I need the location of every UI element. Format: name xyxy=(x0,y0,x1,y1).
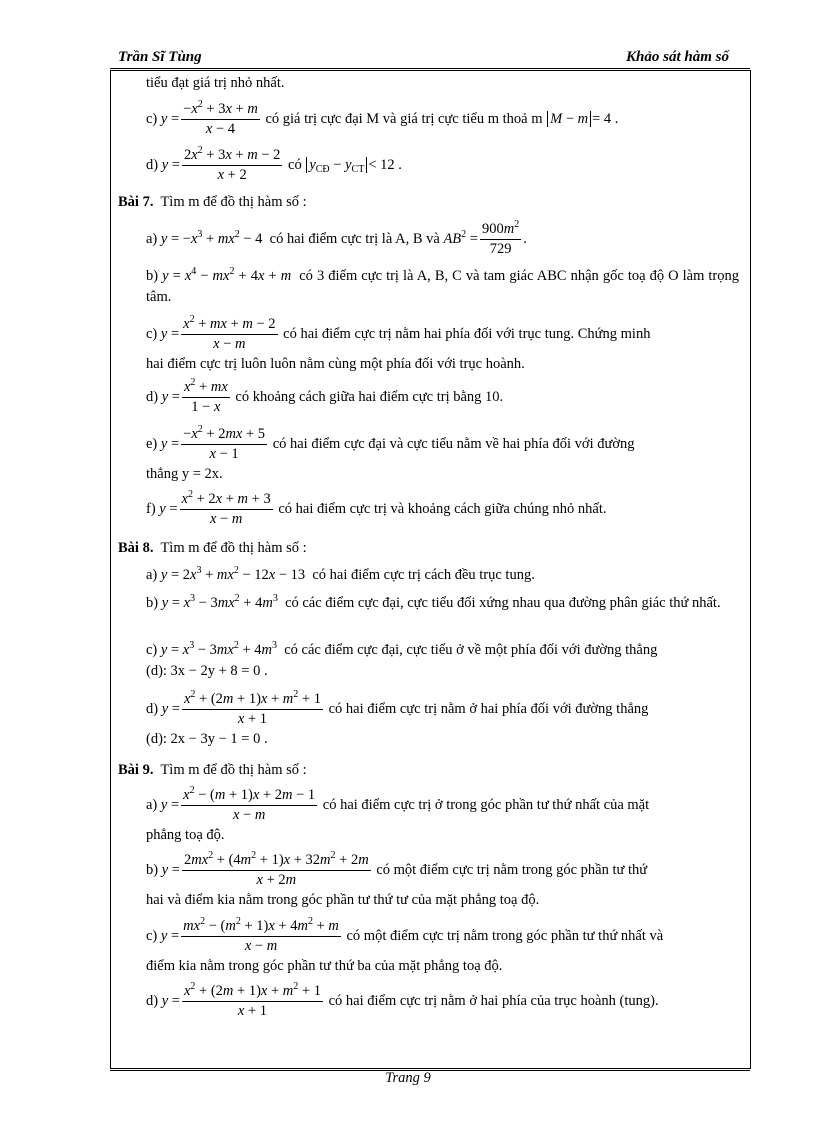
formula-7d: $\frac{x^2 + mx}{1 - x}$ xyxy=(183,377,228,415)
formula-9c: $\frac{mx^2 - (m^2 + 1)x + 4m^2 + m}{x - m}$ xyxy=(183,916,339,954)
formula-6c: $\frac{-x^2 + 3x + m}{x - 4}$ xyxy=(183,99,258,137)
formula-9d: $\frac{x^2 + (2m + 1)x + m^2 + 1}{x + 1}$ xyxy=(183,981,321,1019)
exercise-8b: b) $y = x^3 - 3mx^2 + 4m^3$ có các điểm cực đại, cực tiểu đối xứng nhau qua đường phân giác thứ nhất. xyxy=(146,593,721,611)
exercise-8c: c) $y = x^3 - 3mx^2 + 4m^3$ có các điểm cực đại, cực tiểu ở về một phía đối với đường thẳng (d): 3x − 2y + 8 = 0 . xyxy=(146,640,658,679)
formula-7e: $\frac{-x^2 + 2mx + 5}{x - 1}$ xyxy=(183,424,266,462)
exercise-6c: c) y = $\frac{-x^2 + 3x + m}{x - 4}$ có giá trị cực đại M và giá trị cực tiểu m thoả m M − m = 4 . xyxy=(146,99,619,137)
exercise-7b: b) $y = x^4 - mx^2 + 4x + m$ có 3 điểm cực trị là A, B, C và tam giác ABC nhận gốc toạ độ O làm trọng tâm. xyxy=(146,266,740,305)
exercise-7-title: Bài 7. Tìm m để đồ thị hàm số : xyxy=(118,194,307,210)
exercise-7d: d) y = $\frac{x^2 + mx}{1 - x}$ có khoảng cách giữa hai điểm cực trị bằng 10. xyxy=(146,377,504,415)
exercise-7e: e) y = $\frac{-x^2 + 2mx + 5}{x - 1}$ có hai điểm cực đại và cực tiểu nằm về hai phía đối với đường thẳng y = 2x. xyxy=(146,424,635,482)
exercise-6d: d) y = $\frac{2x^2 + 3x + m - 2}{x + 2}$ có $y_{CĐ} - y_{CT} < 12$ . xyxy=(146,145,402,183)
exercise-9c: c) y = $\frac{mx^2 - (m^2 + 1)x + 4m^2 + m}{x - m}$ có một điểm cực trị nằm trong góc phần tư thứ nhất và điểm kia nằm trong góc phần tư thứ ba của mặt phẳng toạ độ. xyxy=(146,916,664,974)
formula-8d: $\frac{x^2 + (2m + 1)x + m^2 + 1}{x + 1}$ xyxy=(183,689,321,727)
formula-9a: $\frac{x^2 - (m + 1)x + 2m - 1}{x - m}$ xyxy=(183,785,316,823)
page-number: Trang 9 xyxy=(385,1070,431,1086)
exercise-8-title: Bài 8. Tìm m để đồ thị hàm số : xyxy=(118,540,307,556)
exercise-9a: a) y = $\frac{x^2 - (m + 1)x + 2m - 1}{x - m}$ có hai điểm cực trị ở trong góc phần tư thứ nhất của mặt phẳng toạ độ. xyxy=(146,785,650,843)
continuation-line: tiểu đạt giá trị nhỏ nhất. xyxy=(146,75,285,91)
exercise-7f: f) y = $\frac{x^2 + 2x + m + 3}{x - m}$ có hai điểm cực trị và khoảng cách giữa chúng nhỏ nhất. xyxy=(146,489,607,527)
exercise-7a: a) $y = -x^3 + mx^2 - 4$ có hai điểm cực trị là A, B và $AB^2$ = $\frac{900m^2}{729}$ . xyxy=(146,219,527,257)
formula-6d: $\frac{2x^2 + 3x + m - 2}{x + 2}$ xyxy=(183,145,281,183)
exercise-7c: c) y = $\frac{x^2 + mx + m - 2}{x - m}$ có hai điểm cực trị nằm hai phía đối với trục tung. Chứng minh hai điểm cực trị luôn luôn nằm cùng một phía đối với trục hoành. xyxy=(146,314,651,372)
exercise-9d: d) y = $\frac{x^2 + (2m + 1)x + m^2 + 1}{x + 1}$ có hai điểm cực trị nằm ở hai phía của trục hoành (tung). xyxy=(146,981,659,1019)
header-author: Trần Sĩ Tùng xyxy=(118,49,202,65)
exercise-9-title: Bài 9. Tìm m để đồ thị hàm số : xyxy=(118,762,307,778)
exercise-8d: d) y = $\frac{x^2 + (2m + 1)x + m^2 + 1}{x + 1}$ có hai điểm cực trị nằm ở hai phía đối với đường thẳng (d): 2x − 3y − 1 = 0 . xyxy=(146,689,649,747)
formula-7f: $\frac{x^2 + 2x + m + 3}{x - m}$ xyxy=(181,489,271,527)
header-rule xyxy=(110,68,750,69)
formula-7c: $\frac{x^2 + mx + m - 2}{x - m}$ xyxy=(183,314,276,352)
exercise-8a: a) $y = 2x^3 + mx^2 - 12x - 13$ có hai điểm cực trị cách đều trục tung. xyxy=(146,565,535,583)
header-chapter: Khảo sát hàm số xyxy=(626,49,729,65)
exercise-9b: b) y = $\frac{2mx^2 + (4m^2 + 1)x + 32m^2 + 2m}{x + 2m}$ có một điểm cực trị nằm trong góc phần tư thứ hai và điểm kia nằm trong góc phần tư thứ tư của mặt phẳng toạ độ. xyxy=(146,850,648,908)
formula-7a: $\frac{900m^2}{729}$ xyxy=(481,219,520,257)
formula-9b: $\frac{2mx^2 + (4m^2 + 1)x + 32m^2 + 2m}{x + 2m}$ xyxy=(183,850,369,888)
